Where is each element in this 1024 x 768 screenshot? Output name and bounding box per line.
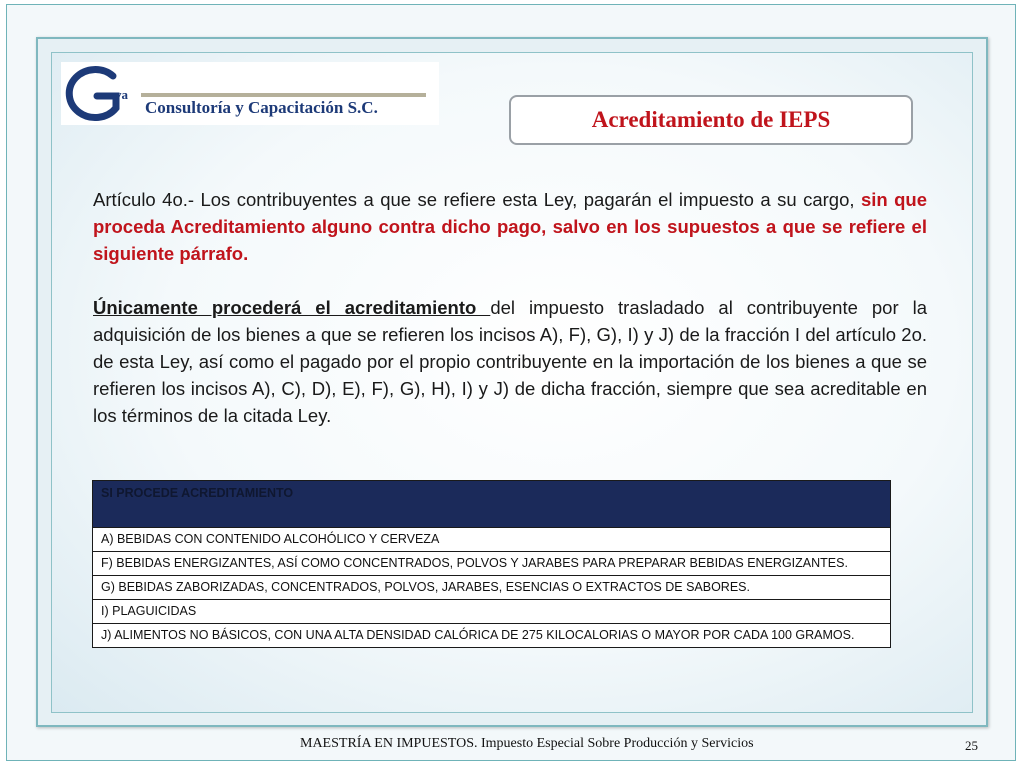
table-row [93,528,891,552]
table-cell: I) PLAGUICIDAS [93,600,891,624]
table-cell: J) ALIMENTOS NO BÁSICOS, CON UNA ALTA DENSIDAD CALÓRICA DE 275 KILOCALORIAS O MAYOR POR CADA 100 GRAMOS. [93,624,891,648]
title-box [509,95,913,145]
table-cell: F) BEBIDAS ENERGIZANTES, ASÍ COMO CONCENTRADOS, POLVOS Y JARABES PARA PREPARAR BEBIDAS ENERGIZANTES. [93,552,891,576]
acreditamiento-table [92,480,891,648]
table-row [93,576,891,600]
paragraph-acreditamiento [93,294,927,429]
table-header-row [93,481,891,528]
article-text [93,186,927,429]
table-header: SI PROCEDE ACREDITAMIENTO [93,481,891,528]
page-number: 25 [965,738,978,753]
footer-text: MAESTRÍA EN IMPUESTOS. Impuesto Especial Sobre Producción y Servicios [300,736,754,751]
logo-mark: va [115,87,128,102]
table-cell: G) BEBIDAS ZABORIZADAS, CONCENTRADOS, POLVOS, JARABES, ESENCIAS O EXTRACTOS DE SABORES. [93,576,891,600]
company-logo [61,62,439,125]
table-row [93,624,891,648]
table-row [93,552,891,576]
table-cell: A) BEBIDAS CON CONTENIDO ALCOHÓLICO Y CERVEZA [93,528,891,552]
paragraph-2-text: del impuesto trasladado al contribuyente por la adquisición de los bienes a que se refieren los incisos A), F), G), I) y J) de la fracción I del artículo 2o. de esta Ley, así como el pagado por el propio contribuyente en la importación de los bienes a que se refieren los incisos A), C), D), E), F), G), H), I) y J) de dicha fracción, siempre que sea acreditable en los términos de la citada Ley. [93,297,927,426]
table-row [93,600,891,624]
paragraph-1-text: Artículo 4o.- Los contribuyentes a que se refiere esta Ley, pagarán el impuesto a su cargo, [93,189,861,210]
logo-company-name: Consultoría y Capacitación S.C. [145,98,378,117]
paragraph-2-emphasis: Únicamente procederá el acreditamiento [93,297,491,318]
paragraph-1-emphasis: sin que proceda Acreditamiento alguno contra dicho pago, salvo en los supuestos a que se refiere el siguiente párrafo. [93,189,928,264]
paragraph-article-4 [93,186,927,267]
page-title: Acreditamiento de IEPS [591,107,831,132]
